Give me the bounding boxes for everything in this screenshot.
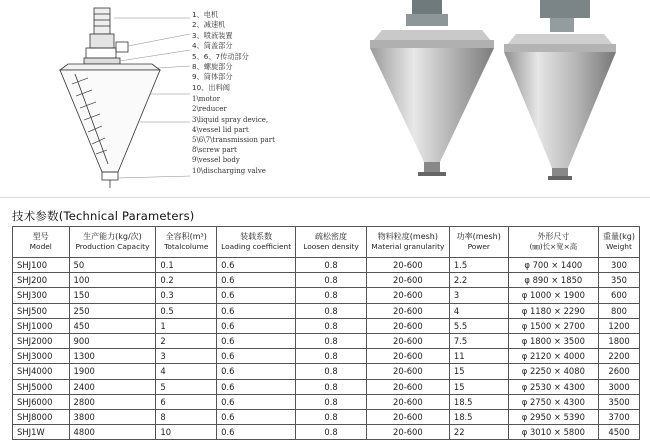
header-en: (㎜)长×宽×高	[529, 242, 578, 251]
table-row	[13, 258, 640, 273]
cell-capacity: 3800	[69, 409, 156, 424]
table-row	[13, 303, 640, 318]
legend-en-item: 1\motor	[192, 95, 221, 104]
cell-granularity: 20-600	[366, 303, 449, 318]
cell-weight: 600	[599, 288, 640, 303]
cell-dimensions: φ 1800 × 3500	[508, 333, 598, 348]
table-row	[13, 288, 640, 303]
cell-model: SHJ8000	[13, 409, 70, 424]
cell-capacity: 2400	[69, 379, 156, 394]
cell-granularity: 20-600	[366, 364, 449, 379]
cell-volume: 1	[156, 318, 217, 333]
header-cn: 外形尺寸	[537, 232, 570, 241]
header-cn: 装载系数	[240, 232, 273, 241]
cell-weight: 3000	[599, 379, 640, 394]
cell-density: 0.8	[296, 318, 367, 333]
header-power	[449, 227, 508, 258]
cell-volume: 8	[156, 409, 217, 424]
header-en: Material granularity	[371, 242, 445, 251]
legend-cn-item: 3、喷液装置	[192, 30, 233, 40]
cell-weight: 2600	[599, 364, 640, 379]
cell-capacity: 4800	[69, 425, 156, 440]
table-row	[13, 425, 640, 440]
cell-density: 0.8	[296, 273, 367, 288]
cell-power: 18.5	[449, 394, 508, 409]
legend-chinese	[192, 10, 362, 93]
cell-loading: 0.6	[217, 258, 296, 273]
cell-density: 0.8	[296, 258, 367, 273]
cell-capacity: 2800	[69, 394, 156, 409]
cell-granularity: 20-600	[366, 288, 449, 303]
cell-dimensions: φ 3010 × 5800	[508, 425, 598, 440]
table-body	[13, 258, 640, 440]
cell-capacity: 450	[69, 318, 156, 333]
header-cn: 物料粒度(mesh)	[377, 232, 438, 241]
cell-model: SHJ500	[13, 303, 70, 318]
cell-volume: 6	[156, 394, 217, 409]
cell-dimensions: φ 2950 × 5390	[508, 409, 598, 424]
header-en: Totalcolume	[164, 242, 209, 251]
cell-loading: 0.6	[217, 288, 296, 303]
mixer-photo-2	[500, 0, 620, 182]
legend-en-item: 8\screw part	[192, 146, 237, 155]
cell-power: 18.5	[449, 409, 508, 424]
header-cn: 重量(kg)	[603, 232, 635, 241]
cell-capacity: 1900	[69, 364, 156, 379]
legend-cn-item: 2、减速机	[192, 20, 226, 30]
legend-cn-item: 1、电机	[192, 10, 219, 19]
cell-weight: 4500	[599, 425, 640, 440]
header-cn: 生产能力(kg/次)	[83, 232, 142, 241]
cell-loading: 0.6	[217, 409, 296, 424]
cell-granularity: 20-600	[366, 333, 449, 348]
cell-model: SHJ4000	[13, 364, 70, 379]
legend-cn-item: 5、6、7传动部分	[192, 51, 249, 61]
cell-volume: 0.1	[156, 258, 217, 273]
technical-parameters-table	[12, 226, 640, 440]
cell-weight: 300	[599, 258, 640, 273]
cell-volume: 0.5	[156, 303, 217, 318]
cell-weight: 2200	[599, 349, 640, 364]
cell-granularity: 20-600	[366, 258, 449, 273]
cell-granularity: 20-600	[366, 273, 449, 288]
header-dimensions	[508, 227, 598, 258]
header-en: Power	[467, 242, 490, 251]
cell-capacity: 250	[69, 303, 156, 318]
legend-en-item: 5\6\7\transmission part	[192, 136, 275, 145]
legend-cn-item: 8、螺旋部分	[192, 62, 233, 72]
header-weight	[599, 227, 640, 258]
cell-density: 0.8	[296, 409, 367, 424]
cell-capacity: 900	[69, 333, 156, 348]
top-illustration-area	[0, 0, 650, 196]
header-volume	[156, 227, 217, 258]
cell-capacity: 100	[69, 273, 156, 288]
cell-loading: 0.6	[217, 394, 296, 409]
cell-granularity: 20-600	[366, 379, 449, 394]
cell-capacity: 50	[69, 258, 156, 273]
table-row	[13, 349, 640, 364]
cell-power: 7.5	[449, 333, 508, 348]
legend-english	[192, 94, 362, 176]
cell-granularity: 20-600	[366, 409, 449, 424]
mixer-photo-1	[362, 0, 502, 180]
cell-model: SHJ6000	[13, 394, 70, 409]
legend-en-item: 3\liquid spray device,	[192, 115, 269, 124]
cell-loading: 0.6	[217, 349, 296, 364]
legend-cn-item: 9、筒体部分	[192, 72, 233, 82]
cell-density: 0.8	[296, 288, 367, 303]
legend-en-item: 2\reducer	[192, 105, 227, 114]
header-capacity	[69, 227, 156, 258]
cell-dimensions: φ 2250 × 4080	[508, 364, 598, 379]
cell-power: 22	[449, 425, 508, 440]
cell-volume: 10	[156, 425, 217, 440]
cell-volume: 5	[156, 379, 217, 394]
cell-loading: 0.6	[217, 273, 296, 288]
table-row	[13, 273, 640, 288]
cell-model: SHJ2000	[13, 333, 70, 348]
cell-capacity: 150	[69, 288, 156, 303]
header-en: Loosen density	[303, 242, 359, 251]
cell-power: 2.2	[449, 273, 508, 288]
cell-loading: 0.6	[217, 333, 296, 348]
cell-loading: 0.6	[217, 318, 296, 333]
header-cn: 型号	[32, 232, 49, 241]
header-en: Loading coefficient	[221, 242, 292, 251]
section-divider	[0, 197, 650, 198]
legend-en-item: 4\vessel lid part	[192, 125, 249, 134]
cell-power: 1.5	[449, 258, 508, 273]
header-cn: 功率(mesh)	[456, 232, 501, 241]
cell-power: 11	[449, 349, 508, 364]
cell-dimensions: φ 1180 × 2290	[508, 303, 598, 318]
cell-model: SHJ1000	[13, 318, 70, 333]
cell-power: 5.5	[449, 318, 508, 333]
cell-model: SHJ5000	[13, 379, 70, 394]
header-loading	[217, 227, 296, 258]
header-en: Production Capacity	[75, 242, 150, 251]
cell-density: 0.8	[296, 364, 367, 379]
header-granularity	[366, 227, 449, 258]
cell-density: 0.8	[296, 379, 367, 394]
cell-dimensions: φ 1500 × 2700	[508, 318, 598, 333]
table-row	[13, 318, 640, 333]
header-cn: 疏松密度	[315, 232, 348, 241]
header-cn: 全容积(m³)	[165, 232, 207, 241]
cell-dimensions: φ 890 × 1850	[508, 273, 598, 288]
legend-cn-item: 10、出料阀	[192, 82, 230, 92]
cell-density: 0.8	[296, 425, 367, 440]
table-header-row	[13, 227, 640, 258]
cell-dimensions: φ 700 × 1400	[508, 258, 598, 273]
cell-model: SHJ3000	[13, 349, 70, 364]
cell-granularity: 20-600	[366, 318, 449, 333]
table-row	[13, 364, 640, 379]
cell-granularity: 20-600	[366, 425, 449, 440]
cell-weight: 1200	[599, 318, 640, 333]
cell-granularity: 20-600	[366, 394, 449, 409]
cell-capacity: 1300	[69, 349, 156, 364]
cell-volume: 0.2	[156, 273, 217, 288]
mixer-technical-drawing	[30, 4, 190, 192]
cell-dimensions: φ 1000 × 1900	[508, 288, 598, 303]
legend-en-item: 9\vessel body	[192, 156, 240, 165]
cell-density: 0.8	[296, 394, 367, 409]
cell-weight: 1800	[599, 333, 640, 348]
cell-granularity: 20-600	[366, 349, 449, 364]
cell-dimensions: φ 2530 × 4300	[508, 379, 598, 394]
cell-weight: 350	[599, 273, 640, 288]
cell-model: SHJ1W	[13, 425, 70, 440]
cell-density: 0.8	[296, 303, 367, 318]
cell-power: 4	[449, 303, 508, 318]
table-row	[13, 379, 640, 394]
header-density	[296, 227, 367, 258]
section-title: 技术参数(Technical Parameters)	[12, 209, 195, 223]
table-row	[13, 394, 640, 409]
cell-loading: 0.6	[217, 425, 296, 440]
cell-model: SHJ300	[13, 288, 70, 303]
header-en: Model	[29, 242, 52, 251]
cell-weight: 3700	[599, 409, 640, 424]
parts-legend	[192, 10, 362, 176]
legend-cn-item: 4、筒盖部分	[192, 41, 233, 51]
cell-density: 0.8	[296, 333, 367, 348]
cell-model: SHJ200	[13, 273, 70, 288]
header-en: Weight	[606, 242, 632, 251]
cell-weight: 800	[599, 303, 640, 318]
cell-volume: 2	[156, 333, 217, 348]
header-model	[13, 227, 70, 258]
cell-volume: 3	[156, 349, 217, 364]
cell-loading: 0.6	[217, 303, 296, 318]
cell-volume: 0.3	[156, 288, 217, 303]
cell-power: 3	[449, 288, 508, 303]
legend-en-item: 10\discharging valve	[192, 166, 266, 175]
cell-dimensions: φ 2750 × 4300	[508, 394, 598, 409]
cell-power: 15	[449, 364, 508, 379]
cell-loading: 0.6	[217, 364, 296, 379]
cell-weight: 3500	[599, 394, 640, 409]
cell-model: SHJ100	[13, 258, 70, 273]
cell-power: 15	[449, 379, 508, 394]
cell-volume: 4	[156, 364, 217, 379]
cell-dimensions: φ 2120 × 4000	[508, 349, 598, 364]
cell-loading: 0.6	[217, 379, 296, 394]
table-row	[13, 409, 640, 424]
table-row	[13, 333, 640, 348]
cell-density: 0.8	[296, 349, 367, 364]
